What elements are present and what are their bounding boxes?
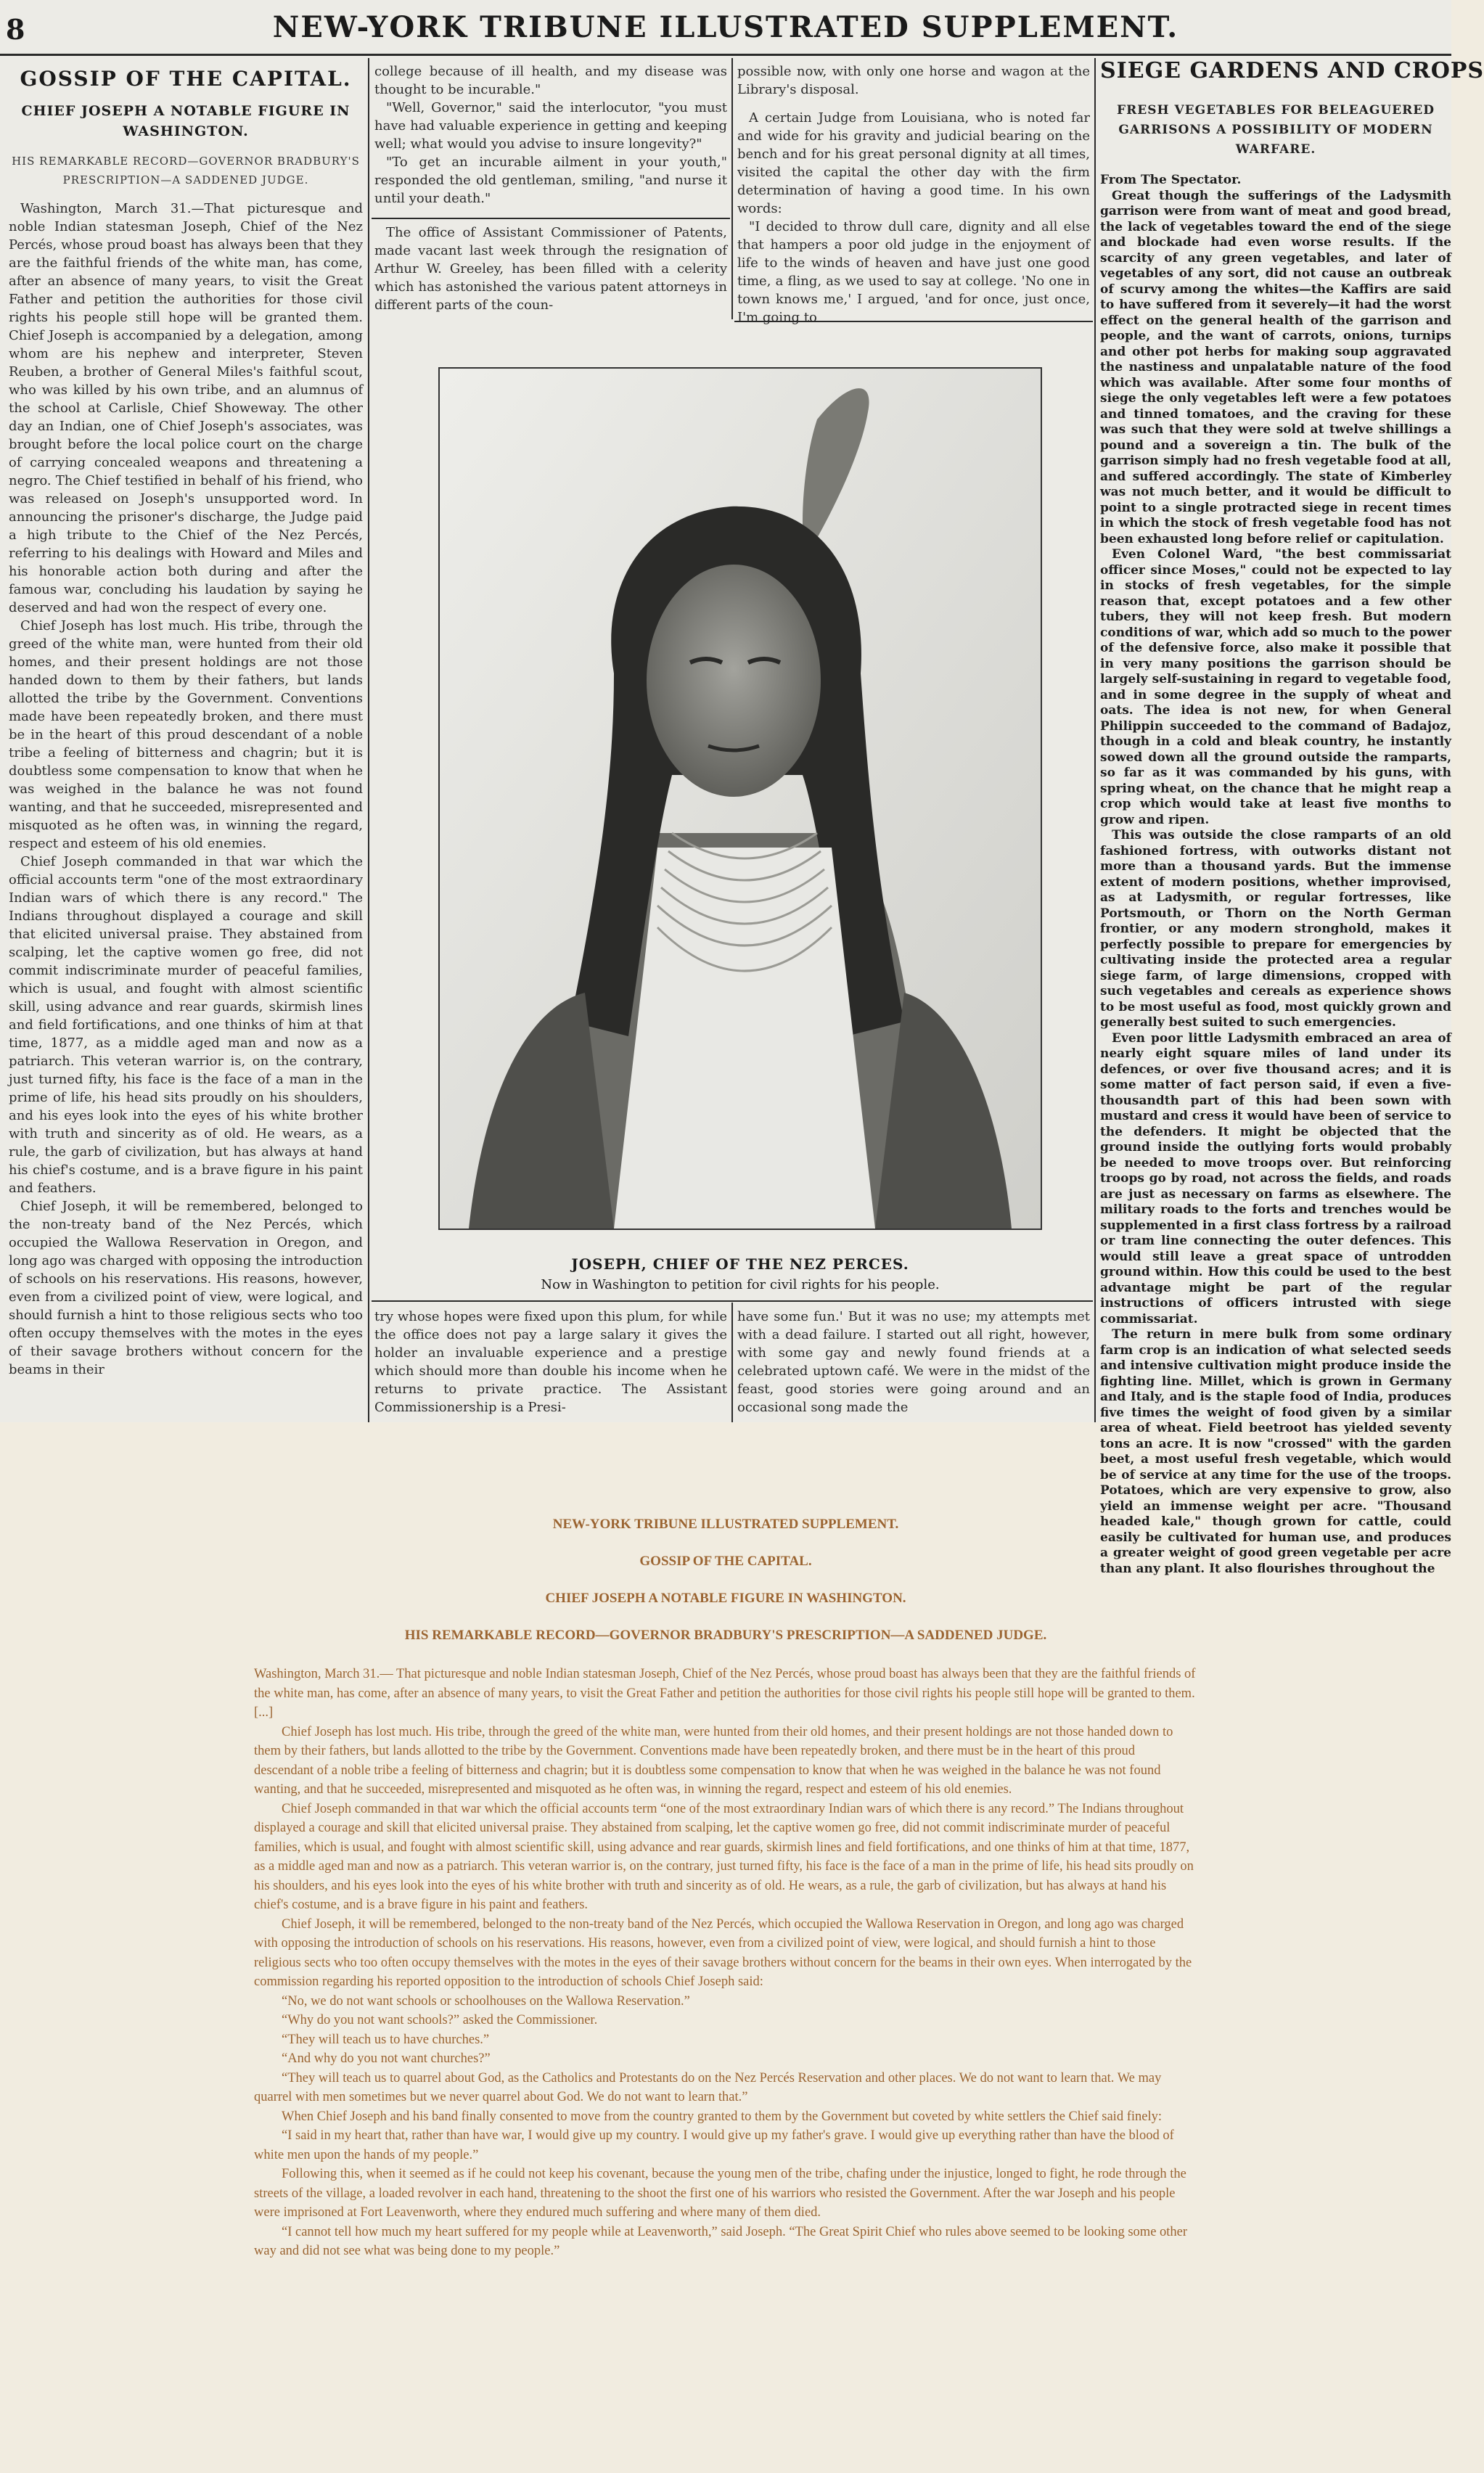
article-paragraph: Chief Joseph, it will be remembered, belonged to the non-treaty band of the Nez Percés, which occupied the Wallowa Reservation in Oregon, and long ago was charged with opposing the introduction of schools on his reservations. His reasons, however, even from a civilized point of view, were logical, and should furnish a hint to those religious sects who too often occupy themselves with the motes in the eyes of their savage brothers without concern for the beams in their: [9, 1199, 363, 1377]
article-title: GOSSIP OF THE CAPITAL.: [20, 67, 352, 91]
col2-bottom-text: [374, 1308, 727, 1422]
transcript-paragraph: “I said in my heart that, rather than have war, I would give up my country. I would give up my father's grave. I would give up everything rather than have the blood of white men upon the hands of my people.”: [254, 2128, 1174, 2162]
portrait-illustration: [440, 369, 1041, 1229]
face: [647, 565, 821, 797]
transcript-body: [254, 1665, 1197, 2261]
section-rule: [372, 1300, 1093, 1302]
article-paragraph: try whose hopes were fixed upon this plum, for while the office does not pay a large salary it gives the holder an invaluable experience and a prestige which should more than double his income when he returns to private practice. The Assistant Commissionership is a Presi-: [374, 1309, 727, 1415]
photo-caption-subtitle: Now in Washington to petition for civil rights for his people.: [541, 1277, 940, 1292]
portrait-photo: [438, 367, 1042, 1230]
col3-top-text: [737, 62, 1090, 325]
transcription: [254, 1517, 1197, 2261]
column-divider: [1094, 58, 1096, 1422]
scan-header: [0, 0, 1451, 58]
article-deck: HIS REMARKABLE RECORD—GOVERNOR BRADBURY'S PRESCRIPTION—A SADDENED JUDGE.: [12, 155, 360, 186]
article-subtitle: FRESH VEGETABLES FOR BELEAGUERED GARRISONS A POSSIBILITY OF MODERN WARFARE.: [1117, 103, 1435, 157]
transcript-subtitle: CHIEF JOSEPH A NOTABLE FIGURE IN WASHINGTON.: [545, 1591, 906, 1606]
transcript-paragraph: “Why do you not want schools?” asked the Commissioner.: [282, 2013, 598, 2027]
transcript-paragraph: “I cannot tell how much my heart suffered for my people while at Leavenworth,” said Joseph. “The Great Spirit Chief who rules above seemed to be looking some other way and did not see what was being done to my people.”: [254, 2224, 1188, 2258]
page-number: 8: [6, 13, 25, 46]
transcript-paragraph: Chief Joseph commanded in that war which the official accounts term “one of the most extraordinary Indian wars of which there is any record.” The Indians throughout displayed a courage and skill that elicited universal praise. They abstained from scalping, let the captive women go free, did not commit indiscriminate murder of peaceful families, which is usual, and fought with almost scientific skill, using advance and rear guards, skirmish lines and field fortifications, and one thinks of him at that time, 1877, as a middle aged man and now as a patriarch. This veteran warrior is, on the contrary, just turned fifty, his face is the face of a man in the prime of life, his head sits proudly on his shoulders, and his eyes look into the eyes of his white brother with truth and sincerity as of old. He wears, as a rule, the garb of civilization, but has always at hand his chief's costume, and is a brave figure in his paint and feathers.: [254, 1801, 1194, 1912]
column-divider: [368, 58, 369, 1422]
col3-bottom-text: [737, 1308, 1090, 1422]
article-title: SIEGE GARDENS AND CROPS: [1100, 58, 1484, 83]
shirt: [614, 848, 875, 1229]
article-paragraph: Even Colonel Ward, "the best commissariat officer since Moses," could not be expected to lay in stocks of fresh vegetables, for the simple reason that, except potatoes and a few other tubers, they will not keep fresh. But modern conditions of war, which add so much to the power of the defensive force, also make it possible that in very many positions the garrison should be largely self-sustaining in regard to vegetable food, and in some degree in the supply of wheat and oats. The idea is not new, for when General Philippin succeeded to the command of Badajoz, though in a cold and bleak country, he instantly sowed down all the ground outside the ramparts, so far as it was commanded by his guns, with spring wheat, on the chance that he might reap a crop which would take at least five months to grow and ripen.: [1100, 547, 1451, 827]
article-source: From The Spectator.: [1100, 173, 1242, 187]
article-paragraph: "I decided to throw dull care, dignity and all else that hampers a poor old judge in the enjoyment of life to the winds of heaven and have just one good time, a fling, as we used to say at college. 'No one in town knows me,' I argued, 'and for once, just once, I'm going to: [737, 219, 1090, 325]
gossip-article: [9, 62, 363, 1422]
article-paragraph: A certain Judge from Louisiana, who is noted far and wide for his gravity and judicial bearing on the bench and for his great personal dignity at all times, visited the capital the other day with the firm determination of having a good time. In his own words:: [737, 110, 1090, 216]
column-divider: [731, 58, 733, 319]
masthead: NEW-YORK TRIBUNE ILLUSTRATED SUPPLEMENT.: [272, 10, 1179, 44]
article-paragraph: college because of ill health, and my disease was thought to be incurable.": [374, 64, 727, 97]
article-paragraph: Washington, March 31.—That picturesque and noble Indian statesman Joseph, Chief of the Nez Percés, whose proud boast has always been that they are the faithful friends of the white man, has come, after an absence of many years, to visit the Great Father and petition the authorities for those civil rights his people still hope will be granted them. Chief Joseph is accompanied by a delegation, among whom are his nephew and interpreter, Steven Reuben, a brother of General Miles's faithful scout, who was killed by his own tribe, and an alumnus of the school at Carlisle, Chief Showeway. The other day an Indian, one of Chief Joseph's associates, was brought before the local police court on the charge of carrying concealed weapons and threatening a negro. The Chief testified in behalf of his friend, who was released on Joseph's unsupported word. In announcing the prisoner's discharge, the Judge paid a high tribute to the Chief of the Nez Percés, referring to his dealings with Howard and Miles and his honorable action both during and after the famous war, concluding his laudation by saying he deserved and had won the respect of every one.: [9, 201, 363, 615]
article-paragraph: "Well, Governor," said the interlocutor, "you must have had valuable experience in getting and keeping well; what would you advise to insure longevity?": [374, 100, 727, 152]
transcript-deck: HIS REMARKABLE RECORD—GOVERNOR BRADBURY'S PRESCRIPTION—A SADDENED JUDGE.: [404, 1628, 1047, 1643]
article-paragraph: "To get an incurable ailment in your youth," responded the old gentleman, smiling, "and nurse it until your death.": [374, 155, 727, 206]
column-divider: [731, 1303, 733, 1422]
transcript-paragraph: Chief Joseph, it will be remembered, belonged to the non-treaty band of the Nez Percés, which occupied the Wallowa Reservation in Oregon, and long ago was charged with opposing the introduction of schools on his reservations. His reasons, however, even from a civilized point of view, were logical, and should furnish a hint to those religious sects who too often occupy themselves with the motes in the eyes of their savage brothers without concern for the beams in their own eyes. When interrogated by the commission regarding his reported opposition to the introduction of schools Chief Joseph said:: [254, 1916, 1192, 1989]
transcript-paragraph: Following this, when it seemed as if he could not keep his covenant, because the young men of the tribe, chafing under the injustice, longed to fight, he rode through the streets of the village, a loaded revolver in each hand, threatening to the shoot the first one of his warriors who resisted the Government. After the war Joseph and his people were imprisoned at Fort Leavenworth, where they endured much suffering and where many of them died.: [254, 2167, 1186, 2220]
col2-top-text: [374, 62, 727, 338]
article-paragraph: Chief Joseph commanded in that war which the official accounts term "one of the most extraordinary Indian wars of which there is any record." The Indians throughout displayed a courage and skill that elicited universal praise. They abstained from scalping, let the captive women go free, did not commit indiscriminate murder of peaceful families, which is usual, and fought with almost scientific skill, using advance and rear guards, skirmish lines and field fortifications, and one thinks of him at that time, 1877, as a middle aged man and now as a patriarch. This veteran warrior is, on the contrary, just turned fifty, his face is the face of a man in the prime of life, his head sits proudly on his shoulders, and his eyes look into the eyes of his white brother with truth and sincerity as of old. He wears, as a rule, the garb of civilization, but has always at hand his chief's costume, and is a brave figure in his paint and feathers.: [9, 854, 363, 1196]
photo-caption-title: JOSEPH, CHIEF OF THE NEZ PERCES.: [571, 1255, 909, 1273]
transcript-masthead: NEW-YORK TRIBUNE ILLUSTRATED SUPPLEMENT.: [552, 1517, 899, 1532]
article-paragraph: possible now, with only one horse and wagon at the Library's disposal.: [737, 64, 1090, 97]
article-paragraph: This was outside the close ramparts of an old fashioned fortress, with outworks distant not more than a thousand yards. But the immense extent of modern positions, whether improvised, as at Ladysmith, or regular fortresses, like Portsmouth, or Thorn on the North German frontier, or any modern stronghold, makes it perfectly possible to prepare for emergencies by cultivating inside the protected area a regular siege farm, of large dimensions, cropped with such vegetables and cereals as experience shows to be most useful as food, most quickly grown and generally best suited to such emergencies.: [1100, 828, 1451, 1030]
transcript-title: GOSSIP OF THE CAPITAL.: [639, 1554, 812, 1569]
transcript-paragraph: “No, we do not want schools or schoolhouses on the Wallowa Reservation.”: [282, 1993, 690, 2009]
transcript-paragraph: Chief Joseph has lost much. His tribe, through the greed of the white man, were hunted from their old homes, and their present holdings are not those handed down to them by their fathers, but lands allotted to the tribe by the Government. Conventions made have been repeatedly broken, and there must be in the heart of this proud descendant of a noble tribe a feeling of bitterness and chagrin; but it is doubtless some compensation to know that when he was weighed in the balance he was not found wanting, and that he succeeded, misrepresented and misquoted as he often was, in winning the regard, respect and esteem of his old enemies.: [254, 1724, 1173, 1797]
article-paragraph: The office of Assistant Commissioner of Patents, made vacant last week through the resignation of Arthur W. Greeley, has been filled with a celerity which has astonished the various patent attorneys in different parts of the coun-: [374, 225, 727, 313]
transcript-paragraph: When Chief Joseph and his band finally consented to move from the country granted to them by the Government but coveted by white settlers the Chief said finely:: [282, 2109, 1162, 2124]
article-paragraph: have some fun.' But it was no use; my attempts met with a dead failure. I started out all right, however, with some gay and newly found friends at a celebrated uptown café. We were in the midst of the feast, good stories were going around and an occasional song made the: [737, 1309, 1090, 1415]
article-paragraph: Even poor little Ladysmith embraced an area of nearly eight square miles of land under its defences, or over five thousand acres; and it is some matter of fact person said, if even a five-thousandth part of this had been sown with mustard and cress it would have been of service to the defenders. It might be objected that the ground inside the outlying forts would probably be needed to move troops over. But reinforcing troops go by road, not across the fields, and roads are just as necessary on farms as elsewhere. The military roads to the forts and trenches would be supplemented in a first class fortress by a railroad or tram line connecting the outer defences. This would still leave a great space of untrodden ground within. How this could be used to the best advantage might be part of the regular instructions of officers intrusted with siege commissariat.: [1100, 1030, 1451, 1326]
transcript-paragraph: Washington, March 31.— That picturesque and noble Indian statesman Joseph, Chief of the Nez Percés, whose proud boast has always been that they are the faithful friends of the white man, has come, after an absence of many years, to visit the Great Father and petition the authorities for those civil rights his people still hope will be granted to them. [...]: [254, 1667, 1196, 1720]
article-paragraph: Great though the sufferings of the Ladysmith garrison were from want of meat and good bread, the lack of vegetables toward the end of the siege and blockade had even worse results. If the scarcity of any green vegetables, and later of vegetables of any sort, did not cause an outbreak of scurvy among the whites—the Kaffirs are said to have suffered from it severely—it had the worst effect on the general health of the garrison and people, and the want of carrots, onions, turnips and other pot herbs for making soup aggravated the nastiness and unpalatable nature of the food which was available. After some four months of siege the only vegetables left were a few potatoes and tinned tomatoes, and the craving for these was such that they were sold at twelve shillings a pound and a sovereign a tin. The bulk of the garrison simply had no fresh vegetable food at all, and suffered accordingly. The state of Kimberley was not much better, and it would be difficult to point to a single protracted siege in recent times in which the stock of fresh vegetable food has not been exhausted long before relief or capitulation.: [1100, 188, 1451, 546]
transcript-paragraph: “And why do you not want churches?”: [282, 2051, 491, 2066]
article-paragraph: Chief Joseph has lost much. His tribe, through the greed of the white man, were hunted from their old homes, and their present holdings are not those handed down to them by their fathers, but lands allotted the tribe by the Government. Conventions made have been repeatedly broken, and there must be in the heart of this proud descendant of a noble tribe a feeling of bitterness and chagrin; but it is doubtless some compensation to know that when he was weighed in the balance he was not found wanting, and that he succeeded, misrepresented and misquoted as he often was, in winning the regard, respect and esteem of his old enemies.: [9, 618, 363, 851]
transcript-paragraph: “They will teach us to have churches.”: [282, 2032, 490, 2047]
transcript-paragraph: “They will teach us to quarrel about God, as the Catholics and Protestants do on the Nez Percés Reservation and other places. We do not want to learn that. We may quarrel with men sometimes but we never quarrel about God. We do not want to learn that.”: [254, 2070, 1162, 2104]
siege-article: [1100, 55, 1484, 1576]
article-subtitle: CHIEF JOSEPH A NOTABLE FIGURE IN WASHINGTON.: [21, 103, 350, 139]
article-paragraph: The return in mere bulk from some ordinary farm crop is an indication of what selected seeds and intensive cultivation might produce inside the fighting line. Millet, which is grown in Germany and Italy, and is the staple food of India, produces five times the weight of food given by a similar area of wheat. Field beetroot has yielded seventy tons an acre. It is now "crossed" with the garden beet, a most useful fresh vegetable, which would be of service at any time for the use of the troops. Potatoes, which are very expensive to grow, also yield an immense weight per acre. "Thousand headed kale," though grown for cattle, could easily be cultivated for human use, and produces a greater weight of good green vegetable per acre than any plant. It also flourishes throughout the: [1100, 1327, 1451, 1576]
